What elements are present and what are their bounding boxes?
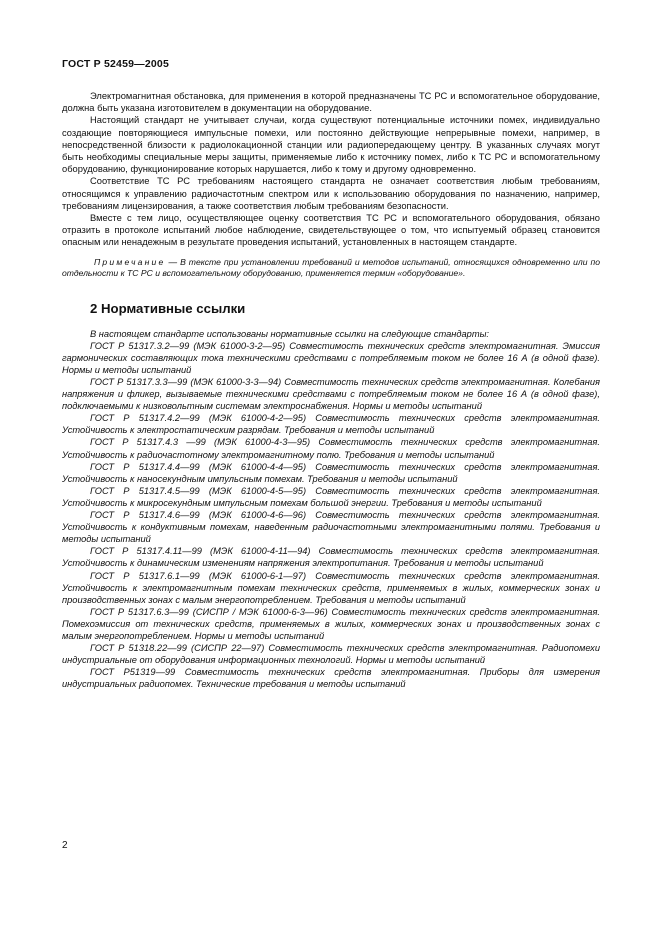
section-intro: В настоящем стандарте использованы нормативные ссылки на следующие стандарты: [90, 328, 490, 339]
reference-item: ГОСТ Р 51317.4.5—99 (МЭК 61000-4-5—95) Совместимость технических средств электромагнитная. Устойчивость к микросекундным импульсным помехам большой энергии. Требования и методы испытаний [62, 485, 600, 508]
reference-item: ГОСТ Р51319—99 Совместимость технических средств электромагнитная. Приборы для измерения индустриальных радиопомех. Технические требования и методы испытаний [62, 667, 600, 690]
reference-item: ГОСТ Р 51317.4.3 —99 (МЭК 61000-4-3—95) Совместимость технических средств электромагнитная. Устойчивость к радиочастотному электромагнитному полю. Требования и методы испытаний [62, 437, 600, 460]
reference-item: ГОСТ Р 51317.6.3—99 (СИСПР / МЭК 61000-6-3—96) Совместимость технических средств электромагнитная. Помехоэмиссия от технических средств, применяемых в жилых, коммерческих зонах и производственных зонах с малым энергопотреблением. Нормы и методы испытаний [62, 606, 600, 641]
reference-item: ГОСТ Р 51318.22—99 (СИСПР 22—97) Совместимость технических средств электромагнитная. Радиопомехи индустриальные от оборудования информационных технологий. Нормы и методы испытаний [62, 643, 600, 666]
note [62, 257, 600, 279]
section-title: 2 Нормативные ссылки [90, 300, 246, 316]
reference-item: ГОСТ Р 51317.6.1—99 (МЭК 61000-6-1—97) Совместимость технических средств электромагнитная. Устойчивость к электромагнитным помехам технических средств, применяемых в жилых, коммерческих зонах и производственных зонах с малым энергопотреблением. Требования и методы испытаний [62, 570, 600, 605]
note-text: — В тексте при установлении требований и методов испытаний, относящихся одновременно или по отдельности к ТС РС и вспомогательному оборудованию, применяется термин «оборудование». [62, 256, 600, 278]
note-label: Примечание [94, 256, 166, 267]
page-content [62, 90, 600, 690]
page-number: 2 [62, 840, 68, 851]
paragraph: Соответствие ТС РС требованиям настоящего стандарта не означает соответствия любым требованиям, относящимся к управлению радиочастотным спектром или к использованию оборудования по назначению, например, требованиям лицензирования, а также соответствия любым требованиям безопасности. [62, 176, 600, 211]
document-header: ГОСТ Р 52459—2005 [62, 58, 170, 70]
reference-item: ГОСТ Р 51317.4.4—99 (МЭК 61000-4-4—95) Совместимость технических средств электромагнитная. Устойчивость к наносекундным импульсным помехам. Требования и методы испытаний [62, 461, 600, 484]
reference-item: ГОСТ Р 51317.4.2—99 (МЭК 61000-4-2—95) Совместимость технических средств электромагнитная. Устойчивость к электростатическим разрядам. Требования и методы испытаний [62, 413, 600, 436]
reference-item: ГОСТ Р 51317.3.3—99 (МЭК 61000-3-3—94) Совместимость технических средств электромагнитная. Колебания напряжения и фликер, вызываемые техническими средствами с потребляемым током не более 16 А (в одной фазе), подключаемыми к низковольтным системам электроснабжения. Нормы и методы испытаний [62, 377, 600, 412]
paragraph: Электромагнитная обстановка, для применения в которой предназначены ТС РС и вспомогательное оборудование, должна быть указана изготовителем в документации на оборудование. [62, 91, 600, 114]
reference-item: ГОСТ Р 51317.3.2—99 (МЭК 61000-3-2—95) Совместимость технических средств электромагнитная. Эмиссия гармонических составляющих тока техническими средствами с потребляемым током не более 16 А (в одной фазе). Нормы и методы испытаний [62, 340, 600, 375]
paragraph: Настоящий стандарт не учитывает случаи, когда существуют потенциальные источники помех, индивидуально создающие повторяющиеся импульсные помехи, или постоянно действующие непрерывные помехи, например, в непосредственной близости к радиолокационной станции или радиопередающему центру. В указанных случаях могут быть необходимы специальные меры защиты, применяемые либо к источнику помех, либо к ТС РС и вспомогательному оборудованию, функционирование которых нарушается, либо к тому и другому одновременно. [62, 115, 600, 175]
paragraph: Вместе с тем лицо, осуществляющее оценку соответствия ТС РС и вспомогательного оборудования, обязано отразить в протоколе испытаний любое наблюдение, свидетельствующее о том, что испытуемый образец становится опасным или ненадежным в результате проведения испытаний, установленных в настоящем стандарте. [62, 213, 600, 248]
reference-item: ГОСТ Р 51317.4.11—99 (МЭК 61000-4-11—94) Совместимость технических средств электромагнитная. Устойчивость к динамическим изменениям напряжения электропитания. Требования и методы испытаний [62, 546, 600, 569]
reference-item: ГОСТ Р 51317.4.6—99 (МЭК 61000-4-6—96) Совместимость технических средств электромагнитная. Устойчивость к кондуктивным помехам, наведенным радиочастотными электромагнитными полями. Требования и методы испытаний [62, 510, 600, 545]
